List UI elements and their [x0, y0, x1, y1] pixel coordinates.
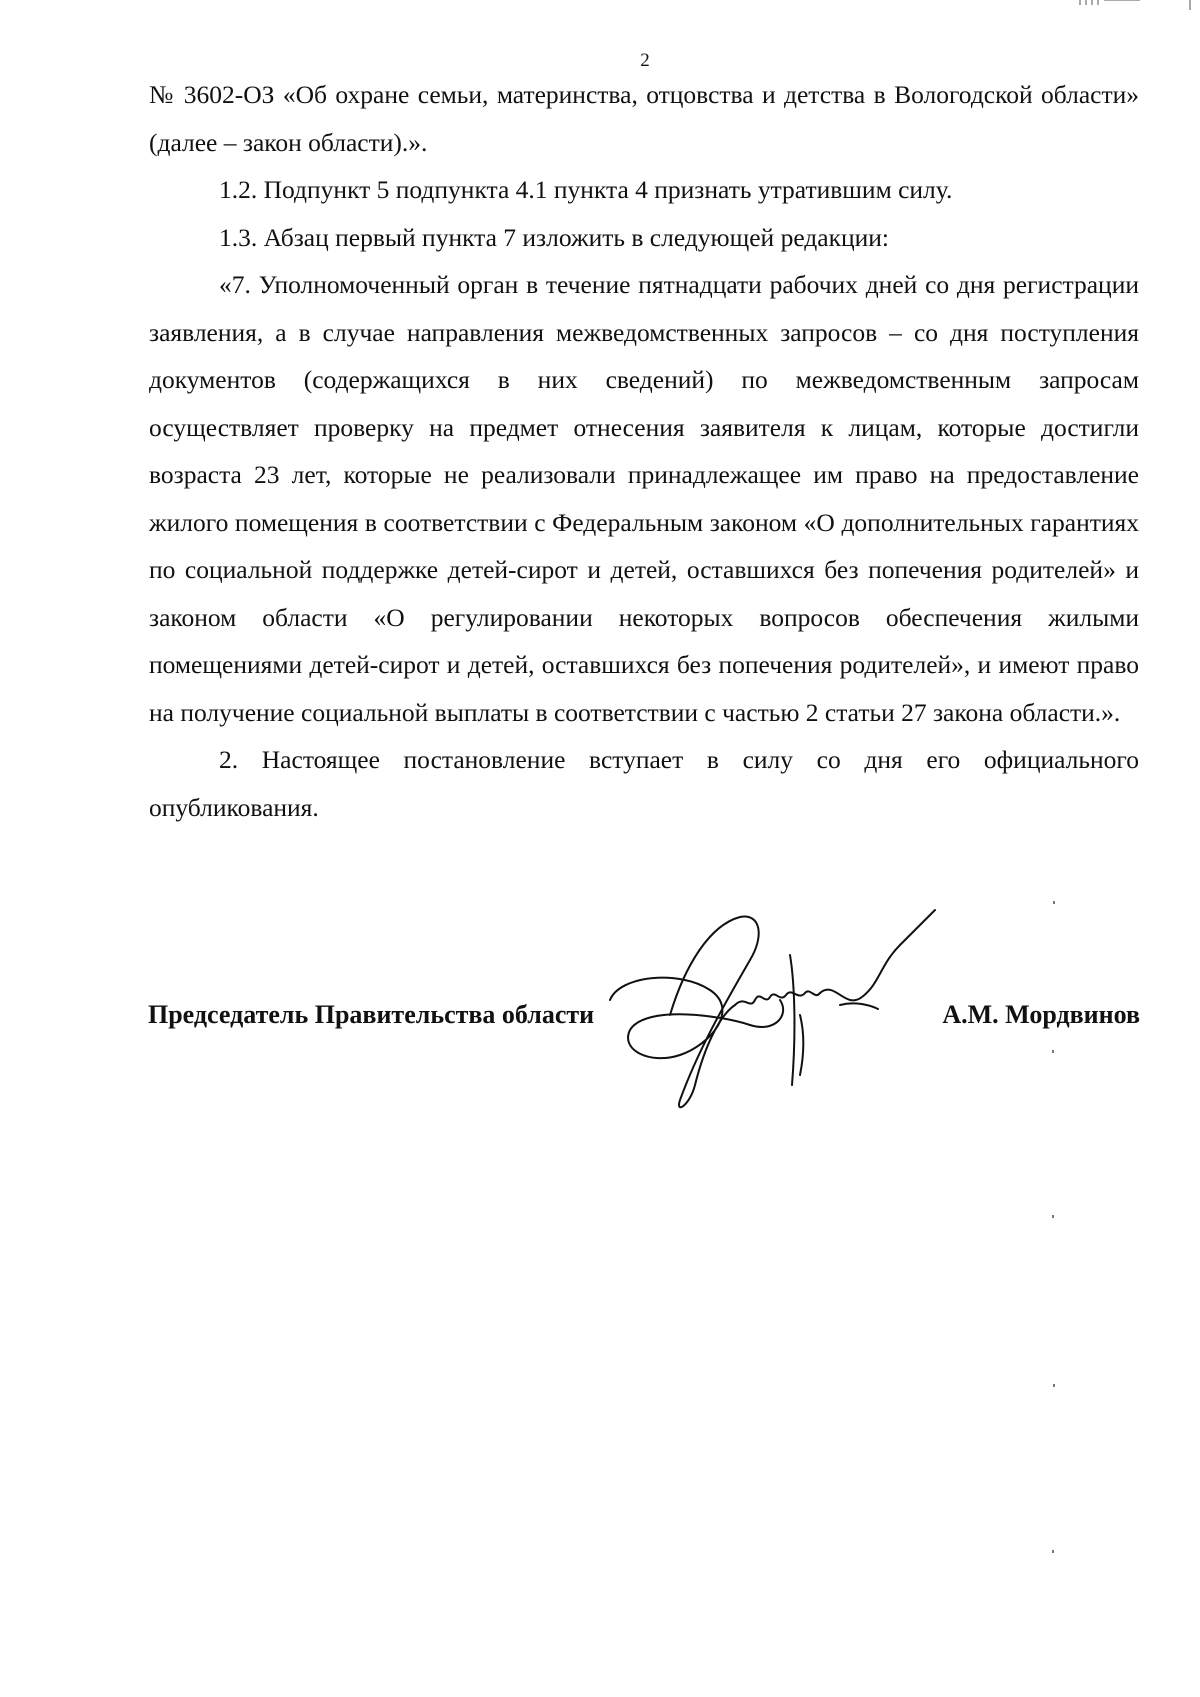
document-body — [149, 71, 1139, 831]
scan-speck — [1052, 1550, 1054, 1553]
scan-speck — [1052, 1050, 1054, 1053]
scan-edge-marks — [1020, 0, 1200, 14]
signatory-name: А.М. Мордвинов — [942, 1000, 1140, 1029]
paragraph-continuation: № 3602-ОЗ «Об охране семьи, материнства, отцовства и детства в Вологодской области» (далее – закон области).». — [149, 80, 1139, 157]
scan-speck — [1052, 1215, 1054, 1218]
paragraph-2: 2. Настоящее постановление вступает в силу со дня его официального опубликования. — [149, 745, 1139, 822]
signatory-title: Председатель Правительства области — [148, 1000, 595, 1029]
paragraph-quoted-7: «7. Уполномоченный орган в течение пятнадцати рабочих дней со дня регистрации заявления, а в случае направления межведомственных запросов – со дня поступления документов (содержащихся в них сведений) по межведомственным запросам осуществляет проверку на предмет отнесения заявителя к лицам, которые достигли возраста 23 лет, которые не реализовали принадлежащее им право на предоставление жилого помещения в соответствии с Федеральным законом «О дополнительных гарантиях по социальной поддержке детей-сирот и детей, оставшихся без попечения родителей» и законом области «О регулировании некоторых вопросов обеспечения жилыми помещениями детей-сирот и детей, оставшихся без попечения родителей», и имеют право на получение социальной выплаты в соответствии с частью 2 статьи 27 закона области.». — [149, 270, 1139, 727]
handwritten-signature — [600, 905, 960, 1115]
paragraph-1-2: 1.2. Подпункт 5 подпункта 4.1 пункта 4 признать утратившим силу. — [219, 175, 953, 204]
scan-speck — [1053, 901, 1055, 904]
scan-speck — [1053, 1384, 1055, 1387]
paragraph-1-3: 1.3. Абзац первый пункта 7 изложить в следующей редакции: — [219, 222, 890, 252]
page-number: 2 — [640, 50, 650, 71]
